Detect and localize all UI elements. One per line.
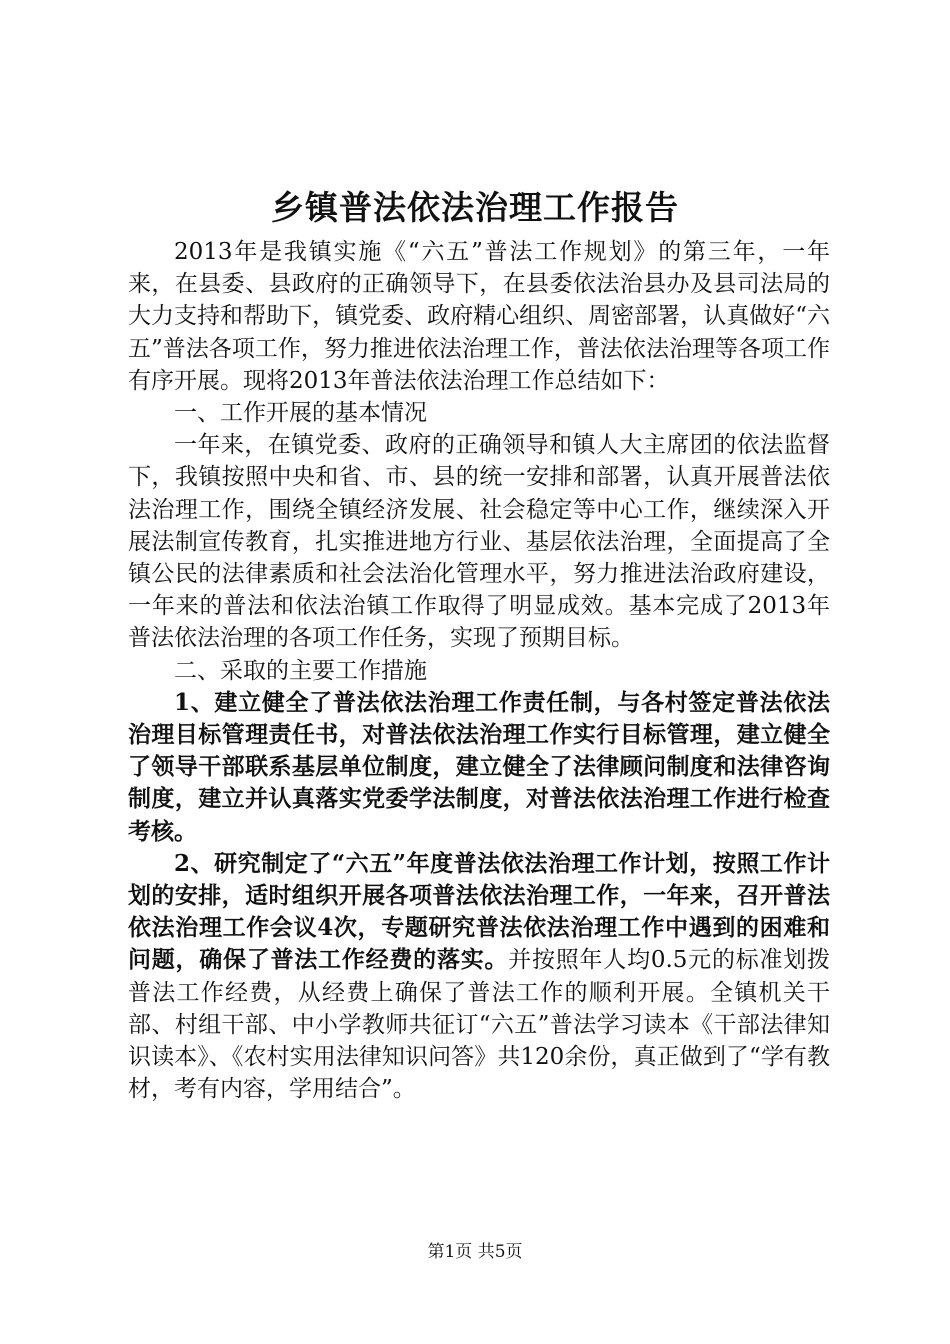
document-title: 乡镇普法依法治理工作报告 (271, 188, 679, 227)
document-body (128, 236, 830, 1105)
section-heading-1: 一、工作开展的基本情况 (174, 400, 427, 427)
measure-2-bold-text: 2、研究制定了“六五”年度普法依法治理工作计划，按照工作计划的安排，适时组织开展各项普法依法治理工作，一年来，召开普法依法治理工作会议4次，专题研究普法依法治理工作中遇到的困难和问题，确保了普法工作经费的落实。 (128, 849, 830, 974)
page-footer: 第1页 共5页 (427, 1242, 523, 1262)
measure-2-paragraph (128, 848, 830, 1106)
section-heading-2: 二、采取的主要工作措施 (174, 657, 427, 684)
measure-1-paragraph: 1、建立健全了普法依法治理工作责任制，与各村签定普法依法治理目标管理责任书，对普法依法治理工作实行目标管理，建立健全了领导干部联系基层单位制度，建立健全了法律顾问制度和法律咨询制度，建立并认真落实党委学法制度，对普法依法治理工作进行检查考核。 (128, 688, 830, 845)
measure-2-regular-text: 并按照年人均0.5元的标准划拨普法工作经费，从经费上确保了普法工作的顺利开展。全镇机关干部、村组干部、中小学教师共征订“六五”普法学习读本《干部法律知识读本》、《农村实用法律知识问答》共120余份，真正做到了“学有教材，考有内容，学用结合”。 (128, 947, 831, 1103)
intro-paragraph: 2013年是我镇实施《“六五”普法工作规划》的第三年，一年来，在县委、县政府的正确领导下，在县委依法治县办及县司法局的大力支持和帮助下，镇党委、政府精心组织、周密部署，认真做好“六五”普法各项工作，努力推进依法治理工作，普法依法治理等各项工作有序开展。现将2013年普法依法治理工作总结如下： (128, 239, 830, 394)
section-1-paragraph: 一年来，在镇党委、政府的正确领导和镇人大主席团的依法监督下，我镇按照中央和省、市、县的统一安排和部署，认真开展普法依法治理工作，围绕全镇经济发展、社会稳定等中心工作，继续深入开展法制宣传教育，扎实推进地方行业、基层依法治理，全面提高了全镇公民的法律素质和社会法治化管理水平，努力推进法治政府建设，一年来的普法和依法治镇工作取得了明显成效。基本完成了2013年普法依法治理的各项工作任务，实现了预期目标。 (128, 432, 830, 652)
